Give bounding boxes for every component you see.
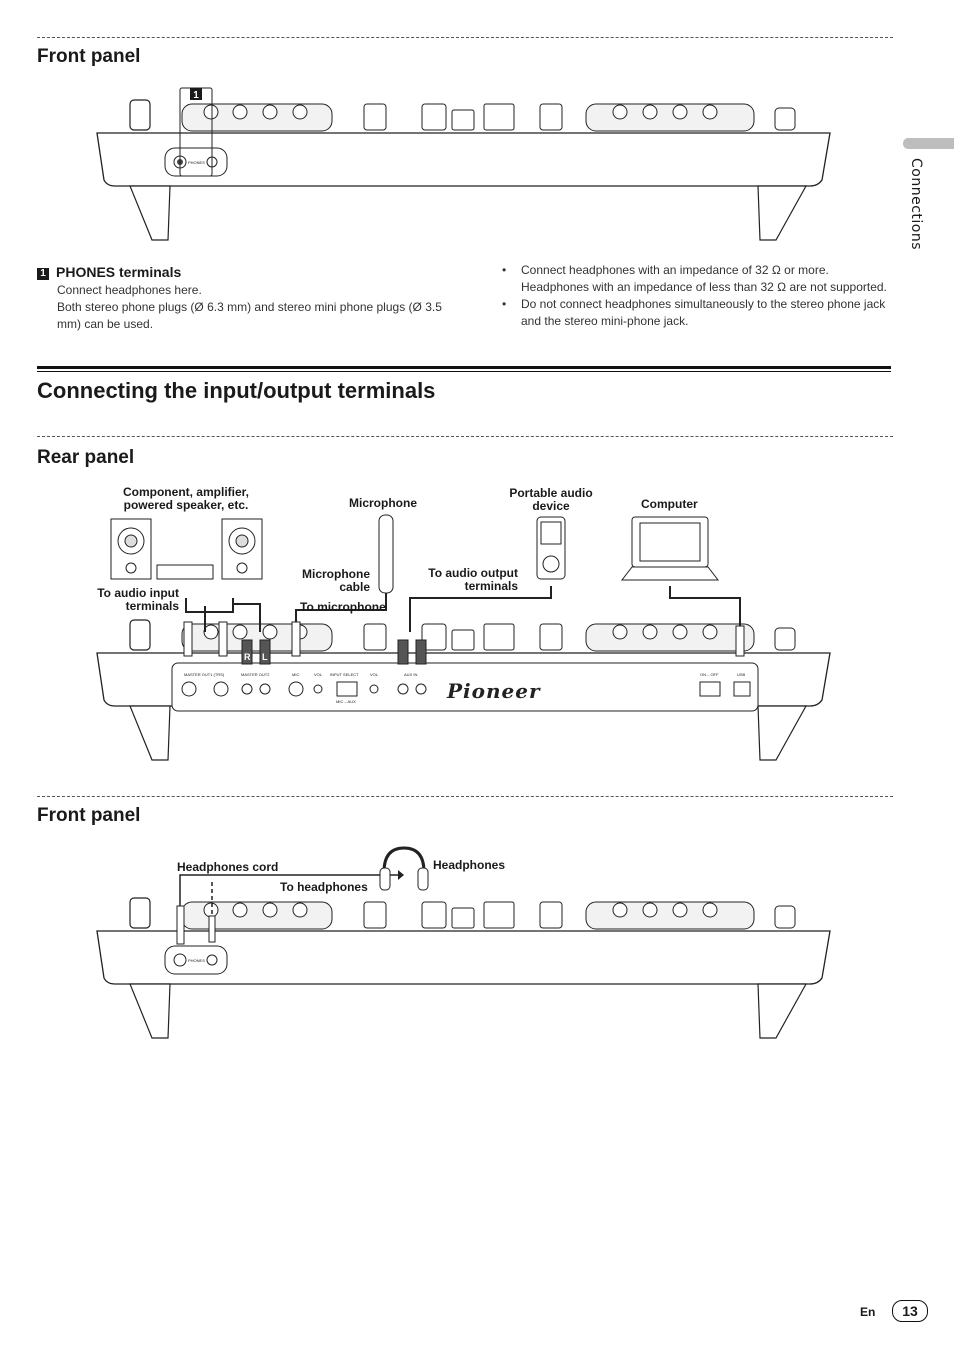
- section-heading-rear-panel: Rear panel: [37, 447, 135, 468]
- terminal-label: MASTER OUT2: [241, 672, 270, 677]
- phones-description: [57, 282, 457, 333]
- notes-list: [502, 262, 892, 330]
- divider: [37, 796, 893, 797]
- phones-heading: [37, 264, 181, 280]
- phones-title: PHONES terminals: [56, 264, 182, 280]
- label-to-audio-input: To audio input terminals: [97, 586, 179, 613]
- label-to-audio-output: To audio output terminals: [428, 566, 518, 593]
- section-heading-front-panel: Front panel: [37, 46, 141, 67]
- terminal-label: ON – OFF: [700, 672, 719, 677]
- heading-rule: [37, 371, 891, 372]
- phones-line: Both stereo phone plugs (Ø 6.3 mm) and stereo mini phone plugs (Ø 3.5 mm) can be used.: [57, 300, 442, 331]
- terminal-label: MIC – AUX: [336, 699, 356, 704]
- terminal-label: INPUT SELECT: [330, 672, 359, 677]
- label-headphones-cord: Headphones cord: [177, 860, 279, 874]
- label-headphones: Headphones: [433, 858, 506, 872]
- label-mic-cable: Microphone cable: [302, 567, 370, 594]
- terminal-label: VOL: [314, 672, 323, 677]
- label-portable-device: Portable audio device: [509, 486, 593, 513]
- pioneer-logo: Pioneer: [447, 679, 541, 703]
- channel-l-label: L: [262, 652, 268, 662]
- section-heading-front-panel-2: Front panel: [37, 805, 141, 826]
- divider: [37, 436, 893, 437]
- note-item: • Do not connect headphones simultaneously to the stereo phone jack and the stereo mini-phone jack.: [502, 296, 892, 330]
- label-to-microphone: To microphone: [300, 600, 386, 614]
- svg-text:1: 1: [193, 90, 199, 101]
- label-microphone: Microphone: [349, 496, 417, 510]
- phones-jack-label: PHONES: [188, 160, 205, 165]
- main-heading: Connecting the input/output terminals: [37, 378, 436, 403]
- label-component: Component, amplifier, powered speaker, etc.: [122, 485, 249, 512]
- language-label: En: [860, 1305, 876, 1319]
- terminal-label: AUX IN: [404, 672, 418, 677]
- phones-jack-label: PHONES: [188, 958, 205, 963]
- phones-line: Connect headphones here.: [57, 283, 202, 297]
- note-item: • Connect headphones with an impedance of 32 Ω or more. Headphones with an impedance of less than 32 Ω are not supported.: [502, 262, 892, 296]
- terminal-label: MASTER OUT1 (TRS): [184, 672, 225, 677]
- terminal-label: USB: [737, 672, 746, 677]
- heading-rule: [37, 366, 891, 369]
- page-number: 13: [892, 1300, 928, 1322]
- side-tab-label: Connections: [908, 158, 924, 251]
- terminal-label: VOL: [370, 672, 379, 677]
- label-computer: Computer: [641, 497, 698, 511]
- channel-r-label: R: [244, 652, 251, 662]
- label-to-headphones: To headphones: [280, 880, 368, 894]
- phones-number-badge: 1: [37, 268, 49, 280]
- terminal-label: MIC: [292, 672, 300, 677]
